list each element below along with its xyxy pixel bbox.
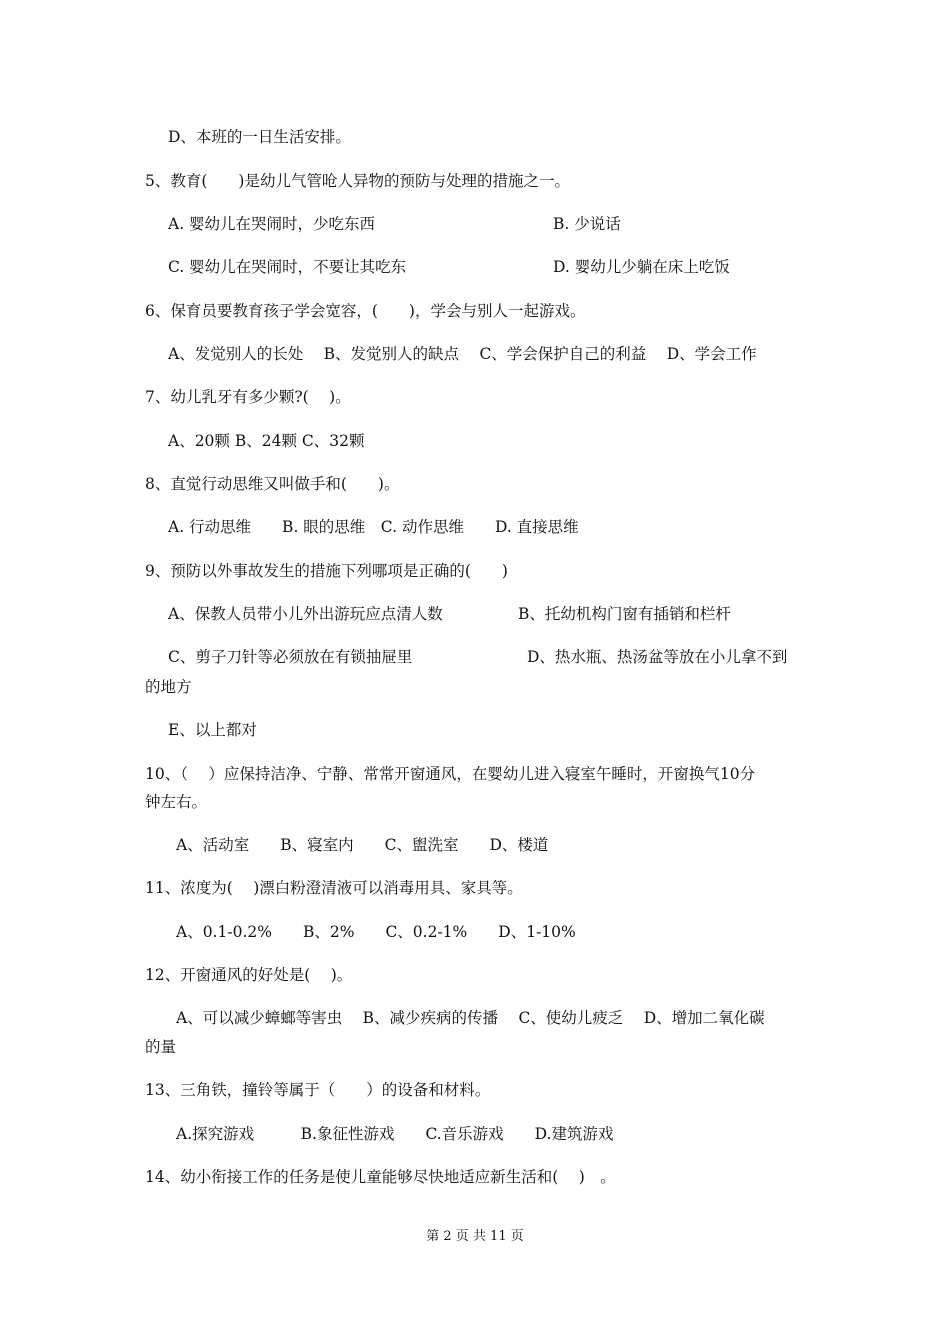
question-10: 10、（ ）应保持洁净、宁静、常常开窗通风，在婴幼儿进入寝室午睡时，开窗换气10分 (145, 765, 756, 783)
question-14: 14、幼小衔接工作的任务是使儿童能够尽快地适应新生活和( ) 。 (145, 1168, 616, 1186)
option-continuation: 的地方 (145, 678, 192, 696)
page-footer: 第 2 页 共 11 页 (426, 1229, 524, 1244)
option-line: A、20颗 B、24颗 C、32颗 (168, 432, 365, 450)
option-line: D、本班的一日生活安排。 (168, 128, 351, 146)
option-line: A. 婴幼儿在哭闹时，少吃东西 (168, 215, 376, 233)
option-line: A、保教人员带小儿外出游玩应点清人数 (168, 605, 443, 623)
question-7: 7、幼儿乳牙有多少颗?( )。 (145, 388, 351, 406)
option-line: A、0.1-0.2% B、2% C、0.2-1% D、1-10% (176, 923, 576, 941)
option-continuation: 的量 (145, 1038, 177, 1056)
question-11: 11、浓度为( )漂白粉澄清液可以消毒用具、家具等。 (145, 879, 523, 897)
option-line: A、活动室 B、寝室内 C、盥洗室 D、楼道 (176, 836, 549, 854)
option-line: A、发觉别人的长处 B、发觉别人的缺点 C、学会保护自己的利益 D、学会工作 (168, 345, 757, 363)
option-line: A. 行动思维 B. 眼的思维 C. 动作思维 D. 直接思维 (168, 518, 579, 536)
option-line: A、可以减少蟑螂等害虫 B、减少疾病的传播 C、使幼儿疲乏 D、增加二氧化碳 (176, 1009, 765, 1027)
option-line: E、以上都对 (168, 721, 257, 739)
question-6: 6、保育员要教育孩子学会宽容，( )，学会与别人一起游戏。 (145, 302, 586, 320)
option-line: C. 婴幼儿在哭闹时，不要让其吃东 (168, 258, 407, 276)
question-13: 13、三角铁，撞铃等属于（ ）的设备和材料。 (145, 1081, 491, 1099)
option-line: A.探究游戏 B.象征性游戏 C.音乐游戏 D.建筑游戏 (176, 1125, 614, 1143)
option-line: D. 婴幼儿少躺在床上吃饭 (553, 258, 730, 276)
question-12: 12、开窗通风的好处是( )。 (145, 966, 353, 984)
question-continuation: 钟左右。 (145, 793, 208, 811)
option-line: C、剪子刀针等必须放在有锁抽屉里 (168, 648, 413, 666)
question-5: 5、教育( )是幼儿气管呛人异物的预防与处理的措施之一。 (145, 172, 570, 190)
option-line: B. 少说话 (553, 215, 621, 233)
option-line: B、托幼机构门窗有插销和栏杆 (518, 605, 731, 623)
option-line: D、热水瓶、热汤盆等放在小儿拿不到 (527, 648, 788, 666)
question-8: 8、直觉行动思维又叫做手和( )。 (145, 475, 400, 493)
question-9: 9、预防以外事故发生的措施下列哪项是正确的( ) (145, 562, 508, 580)
